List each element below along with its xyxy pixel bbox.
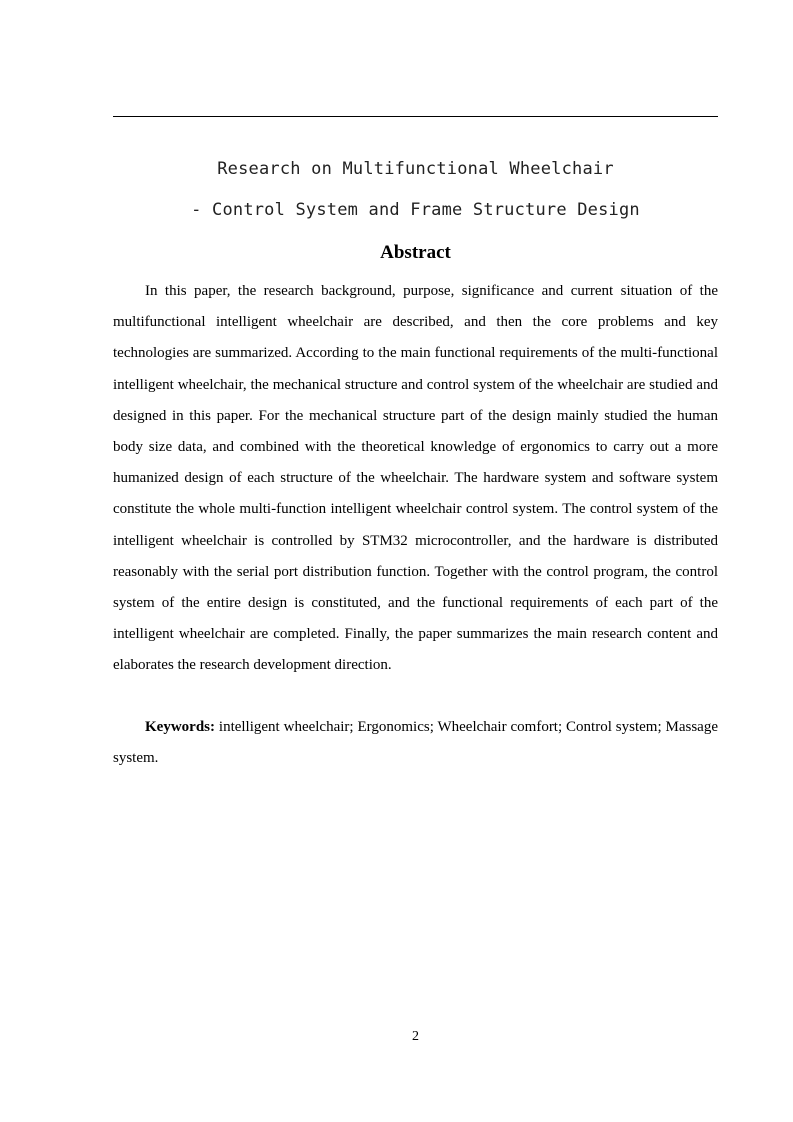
header-rule (113, 116, 718, 117)
paper-subtitle: - Control System and Frame Structure Design (191, 200, 640, 220)
keywords-label: Keywords: (145, 719, 215, 735)
paper-title: Research on Multifunctional Wheelchair (217, 159, 614, 179)
keywords-paragraph (113, 712, 718, 774)
keywords-text: intelligent wheelchair; Ergonomics; Wheelchair comfort; Control system; Massage system. (113, 719, 718, 767)
page-number: 2 (412, 1029, 419, 1044)
abstract-heading: Abstract (380, 242, 451, 263)
abstract-body: In this paper, the research background, purpose, significance and current situation of the multifunctional intelligent wheelchair are described, and then the core problems and key technologies are summarized. According to the main functional requirements of the multi-functional intelligent wheelchair, the mechanical structure and control system of the wheelchair are studied and designed in this paper. For the mechanical structure part of the design mainly studied the human body size data, and combined with the theoretical knowledge of ergonomics to carry out a more humanized design of each structure of the wheelchair. The hardware system and software system constitute the whole multi-function intelligent wheelchair control system. The control system of the intelligent wheelchair is controlled by STM32 microcontroller, and the hardware is distributed reasonably with the serial port distribution function. Together with the control program, the control system of the entire design is constituted, and the functional requirements of each part of the intelligent wheelchair are completed. Finally, the paper summarizes the main research content and elaborates the research development direction. (113, 283, 718, 674)
